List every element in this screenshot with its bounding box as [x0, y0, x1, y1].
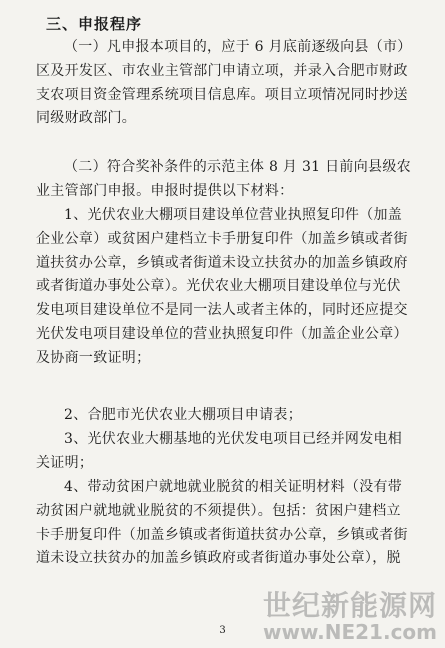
paragraph-line: 同级财政部门。 [36, 110, 137, 127]
paragraph-line: （二）符合奖补条件的示范主体 8 月 31 日前向县级农 [64, 159, 411, 175]
paragraph-line: 道扶贫办公章，乡镇或者街道未设立扶贫办的加盖乡镇政府 [36, 254, 408, 271]
paragraph-line: 关证明； [36, 454, 94, 471]
paragraph-line: 发电项目建设单位不是同一法人或者主体的，同时还应提交 [36, 302, 408, 319]
paragraph-line: 光伏发电项目建设单位的营业执照复印件（加盖企业公章） [36, 325, 408, 342]
paragraph-1 [36, 36, 422, 131]
paragraph-line: 支农项目资金管理系统项目信息库。项目立项情况同时抄送 [36, 86, 408, 103]
paragraph-line: 企业公章）或贫困户建档立卡手册复印件（加盖乡镇或者街 [36, 230, 408, 247]
paragraph-2 [36, 156, 422, 204]
paragraph-line: 动贫困户就地就业脱贫的不须提供）。包括：贫困户建档立 [36, 502, 401, 519]
paragraph-6 [36, 476, 422, 571]
paragraph-line: 卡手册复印件（加盖乡镇或者街道扶贫办公章，乡镇或者街 [36, 526, 408, 543]
paragraph-4 [36, 404, 422, 428]
paragraph-line: 业主管部门申报。申报时提供以下材料： [36, 182, 294, 199]
watermark-url: www.NE21.com [262, 620, 437, 644]
paragraph-5 [36, 428, 422, 476]
paragraph-line: 或者街道办事处公章）。光伏农业大棚项目建设单位与光伏 [36, 278, 401, 295]
paragraph-line: 3、光伏农业大棚基地的光伏发电项目已经并网发电相 [64, 431, 403, 447]
section-heading: 三、申报程序 [46, 15, 143, 33]
paragraph-line: 区及开发区、市农业主管部门申请立项，并录入合肥市财政 [36, 62, 408, 79]
watermark-brand: 世纪新能源网 [262, 589, 437, 622]
paragraph-3 [36, 204, 422, 371]
paragraph-line: 1、光伏农业大棚项目建设单位营业执照复印件（加盖 [64, 207, 403, 223]
page-number: 3 [219, 625, 226, 636]
paragraph-line: 道未设立扶贫办的加盖乡镇政府或者街道办事处公章），脱 [36, 550, 401, 567]
paragraph-line: 及协商一致证明； [36, 349, 151, 366]
paragraph-line: 4、带动贫困户就地就业脱贫的相关证明材料（没有带 [64, 479, 403, 495]
paragraph-line: （一）凡申报本项目的，应于 6 月底前逐级向县（市） [64, 39, 412, 55]
paragraph-line: 2、合肥市光伏农业大棚项目申请表； [64, 407, 303, 423]
